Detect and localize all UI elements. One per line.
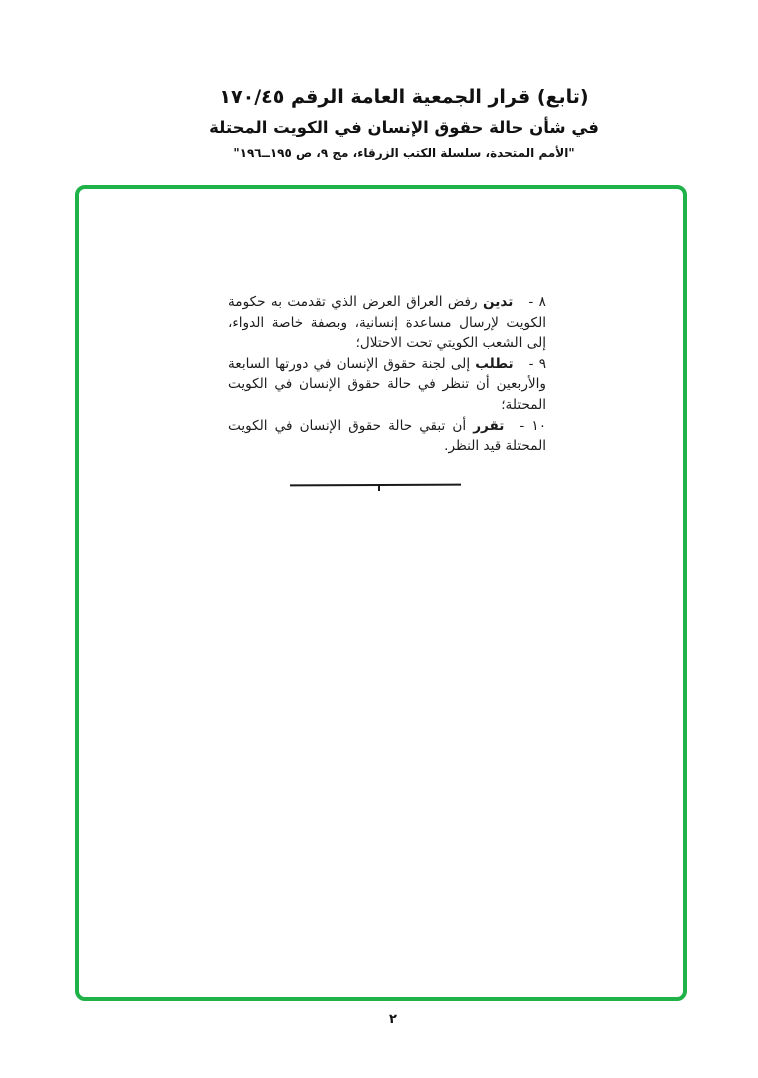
header-title-line2: في شأن حالة حقوق الإنسان في الكويت المحتلة [209,118,599,137]
paragraph-text: رفض العراق العرض الذي تقدمت به حكومة الكويت لإرسال مساعدة إنسانية، وبصفة خاصة الدواء، إلى الشعب الكويتي تحت الاحتلال؛ [228,294,546,352]
operative-paragraph-10 [228,416,546,457]
document-header [50,82,758,163]
operative-verb: تطلب [475,355,514,372]
operative-verb: تدين [483,294,514,310]
paragraph-text: إلى لجنة حقوق الإنسان في دورتها السابعة والأربعين أن تنظر في حالة حقوق الإنسان في الكويت المحتلة؛ [228,355,546,413]
separator-tick [378,485,380,491]
header-title-line1: (تابع) قرار الجمعية العامة الرقم ١٧٠/٤٥ [219,86,589,108]
resolution-text-block [228,292,546,457]
page-number: ٢ [389,1012,397,1027]
paragraph-number: ٨ - [528,294,546,310]
header-source-line: "الأمم المتحدة، سلسلة الكتب الزرقاء، مج ٩، ص ١٩٥ــ١٩٦" [233,146,575,160]
operative-verb: تقرر [473,417,505,434]
paragraph-number: ٩ - [528,355,546,372]
operative-paragraph-9 [228,354,546,416]
paragraph-text: أن تبقي حالة حقوق الإنسان في الكويت المحتلة قيد النظر. [228,417,546,455]
operative-paragraph-8 [228,292,546,354]
paragraph-number: ١٠ - [519,417,547,434]
